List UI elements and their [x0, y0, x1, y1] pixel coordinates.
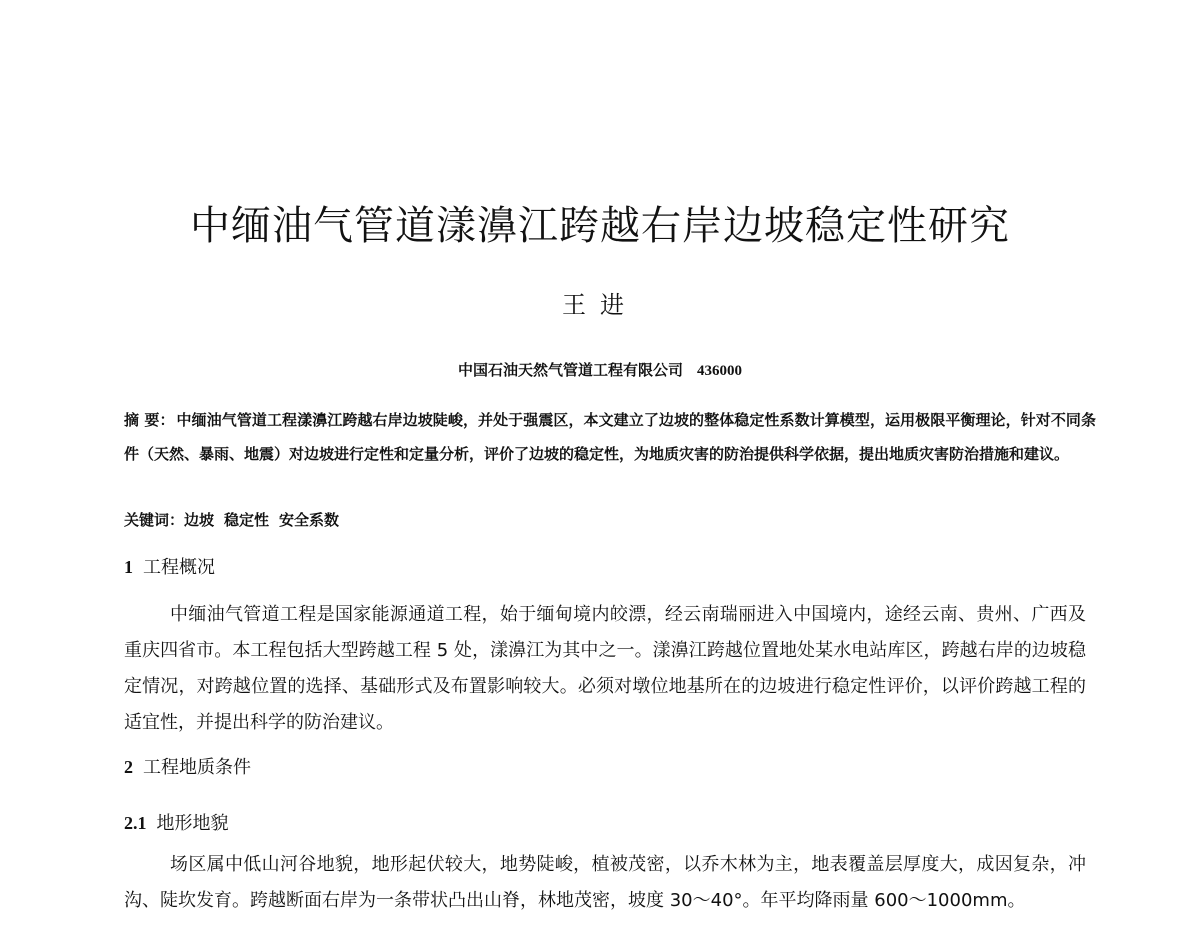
keyword: 稳定性: [224, 511, 270, 529]
section-1-paragraph: 中缅油气管道工程是国家能源通道工程，始于缅甸境内皎漂，经云南瑞丽进入中国境内，途经云南、贵州、广西及重庆四省市。本工程包括大型跨越工程 5 处，漾濞江为其中之一。漾濞江跨越位置地处某水电站库区，跨越右岸的边坡稳定情况，对跨越位置的选择、基础形式及布置影响较大。必须对墩位地基所在的边坡进行稳定性评价，以评价跨越工程的适宜性，并提出科学的防治建议。: [124, 604, 1086, 733]
section-number: 2.1: [124, 813, 147, 833]
keywords: [124, 505, 1096, 535]
keywords-label: 关键词：: [124, 511, 185, 529]
section-2-1-paragraph: 场区属中低山河谷地貌，地形起伏较大，地势陡峻，植被茂密，以乔木林为主，地表覆盖层厚度大，成因复杂，冲沟、陡坎发育。跨越断面右岸为一条带状凸出山脊，林地茂密，坡度 30～40°。年平均降雨量 600～1000mm。: [124, 854, 1086, 911]
paper-title: 中缅油气管道漾濞江跨越右岸边坡稳定性研究: [190, 203, 1010, 249]
abstract: [124, 403, 1096, 471]
section-heading-2-1: [124, 808, 229, 839]
author-name: 王进: [562, 291, 638, 319]
affiliation-name: 中国石油天然气管道工程有限公司: [457, 361, 683, 379]
section-title: 工程地质条件: [143, 757, 251, 778]
section-number: 1: [124, 557, 133, 577]
section-heading-2: [124, 752, 251, 783]
abstract-label: 摘 要：: [124, 411, 175, 429]
keyword: 安全系数: [279, 511, 340, 529]
section-number: 2: [124, 757, 133, 777]
section-title: 地形地貌: [156, 813, 229, 834]
author-affiliation: [0, 358, 1200, 383]
keyword: 边坡: [184, 511, 215, 529]
affiliation-postcode: 436000: [697, 363, 742, 379]
section-title: 工程概况: [143, 557, 215, 578]
section-heading-1: [124, 552, 215, 583]
abstract-text: 中缅油气管道工程漾濞江跨越右岸边坡陡峻，并处于强震区，本文建立了边坡的整体稳定性系数计算模型，运用极限平衡理论，针对不同条件（天然、暴雨、地震）对边坡进行定性和定量分析，评价了边坡的稳定性，为地质灾害的防治提供科学依据，提出地质灾害防治措施和建议。: [124, 411, 1096, 463]
